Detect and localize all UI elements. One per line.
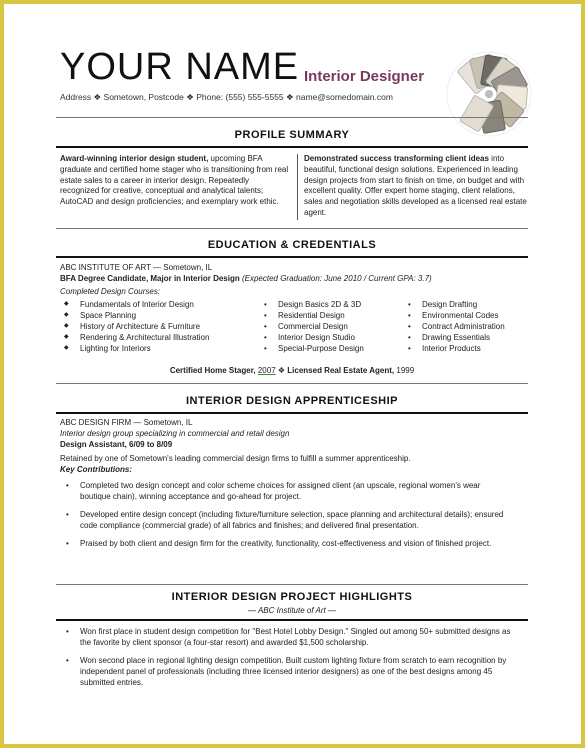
profile-right xyxy=(304,154,528,219)
list-item: • Design Drafting xyxy=(406,299,530,310)
school: ABC INSTITUTE OF ART — Sometown, IL xyxy=(60,263,213,272)
divider xyxy=(56,146,528,148)
divider xyxy=(56,383,528,384)
courses-label: Completed Design Courses: xyxy=(60,287,161,296)
list-item: • Environmental Codes xyxy=(406,310,530,321)
profile-left-text: upcoming BFA graduate and certified home stager who is transitioning from real estate sales to a career in interior design. Repeatedly recognized for creative, conceptual and analytical talents; AutoCAD and design proficiencies; and exemplary work ethic. xyxy=(60,154,289,207)
highlights-subtitle: — ABC Institute of Art — xyxy=(248,606,336,615)
contact-line: Address ❖ Sometown, Postcode ❖ Phone: (555) 555-5555 ❖ name@somedomain.com xyxy=(60,92,393,102)
list-item: • Interior Design Studio xyxy=(262,332,402,343)
swatch-fan-image xyxy=(437,48,537,138)
role-title: Interior Designer xyxy=(304,68,425,85)
list-item: • Interior Products xyxy=(406,343,530,354)
city: Sometown, Postcode xyxy=(103,92,184,102)
list-item: • Special-Purpose Design xyxy=(262,343,402,354)
courses-col3 xyxy=(406,299,530,354)
list-item: • Developed entire design concept (including fixture/furniture selection, space planning and architectural details); ensured code compliance (commercial grade) of all fabrics and finishes; and delivered final presentation. xyxy=(66,509,506,531)
list-item: • Contract Administration xyxy=(406,321,530,332)
position: Design Assistant, 6/09 to 8/09 xyxy=(60,440,173,449)
apprenticeship-title: INTERIOR DESIGN APPRENTICESHIP xyxy=(185,395,398,407)
divider xyxy=(56,256,528,258)
degree-title: BFA Degree Candidate, Major in Interior Design xyxy=(60,274,240,283)
cert-agent-year: 1999 xyxy=(396,366,415,375)
list-item: • Drawing Essentials xyxy=(406,332,530,343)
cert-stager: Certified Home Stager, xyxy=(169,366,256,375)
contributions-list xyxy=(66,480,506,556)
list-item: • Won second place in regional lighting design competition. Built custom lighting fixture from scratch to earn recognition by independent panel of professionals (including three licensed interior designers) as one of the best designs among 45 submitted entries. xyxy=(66,655,522,688)
list-item: ◆ Lighting for Interiors xyxy=(64,343,254,354)
list-item: • Won first place in student design competition for "Best Hotel Lobby Design." Singled out among 50+ submitted designs as the favorite by client sponsor (a four-star resort) and awarded $1,500 scholarship. xyxy=(66,626,522,648)
profile-right-text: into beautiful, functional design solutions. Experienced in leading design projects from start to finish on time, on budget and with excellent quality. Offer expert home staging, client relations, sales and negotiation skills developed as a licensed real estate agent. xyxy=(304,154,527,217)
profile-left xyxy=(60,154,290,208)
firm: ABC DESIGN FIRM — Sometown, IL xyxy=(60,418,193,427)
address: Address xyxy=(60,92,92,102)
divider xyxy=(56,584,528,585)
name-heading: YOUR NAME xyxy=(60,46,300,88)
list-item: ◆ Fundamentals of Interior Design xyxy=(64,299,254,310)
highlights-title: INTERIOR DESIGN PROJECT HIGHLIGHTS xyxy=(171,591,413,603)
cert-agent: Licensed Real Estate Agent, xyxy=(287,366,395,375)
resume-page xyxy=(4,4,581,744)
column-divider xyxy=(297,154,298,220)
list-item: • Completed two design concept and color scheme choices for assigned client (an upscale, regional women's wear boutique chain), winning acceptance and go-ahead for project. xyxy=(66,480,506,502)
certifications: Certified Home Stager, 2007 ❖ Licensed Real Estate Agent, 1999 xyxy=(169,366,415,375)
profile-title: PROFILE SUMMARY xyxy=(234,129,350,141)
retained-text: Retained by one of Sometown's leading commercial design firms to fulfill a summer apprenticeship. xyxy=(60,454,411,463)
contrib-label: Key Contributions: xyxy=(60,465,132,474)
email: name@somedomain.com xyxy=(295,92,393,102)
divider xyxy=(56,228,528,229)
list-item: • Commercial Design xyxy=(262,321,402,332)
divider xyxy=(56,412,528,414)
cert-stager-year: 2007 xyxy=(257,366,276,375)
list-item: ◆ Space Planning xyxy=(64,310,254,321)
profile-right-lead: Demonstrated success transforming client ideas xyxy=(304,154,489,163)
education-title: EDUCATION & CREDENTIALS xyxy=(207,239,377,251)
degree-note: (Expected Graduation: June 2010 / Current GPA: 3.7) xyxy=(239,274,432,283)
phone: Phone: (555) 555-5555 xyxy=(196,92,284,102)
divider xyxy=(56,117,528,118)
list-item: ◆ Rendering & Architectural Illustration xyxy=(64,332,254,343)
list-item: • Praised by both client and design firm for the creativity, functionality, cost-effectiveness and vision of finished project. xyxy=(66,538,506,549)
courses-col2 xyxy=(262,299,402,354)
courses-col1 xyxy=(64,299,254,354)
list-item: ◆ History of Architecture & Furniture xyxy=(64,321,254,332)
divider xyxy=(56,619,528,621)
degree xyxy=(60,273,432,284)
list-item: • Design Basics 2D & 3D xyxy=(262,299,402,310)
list-item: • Residential Design xyxy=(262,310,402,321)
firm-desc: Interior design group specializing in commercial and retail design xyxy=(60,429,290,438)
highlights-list xyxy=(66,626,522,695)
profile-left-lead: Award-winning interior design student, xyxy=(60,154,209,163)
